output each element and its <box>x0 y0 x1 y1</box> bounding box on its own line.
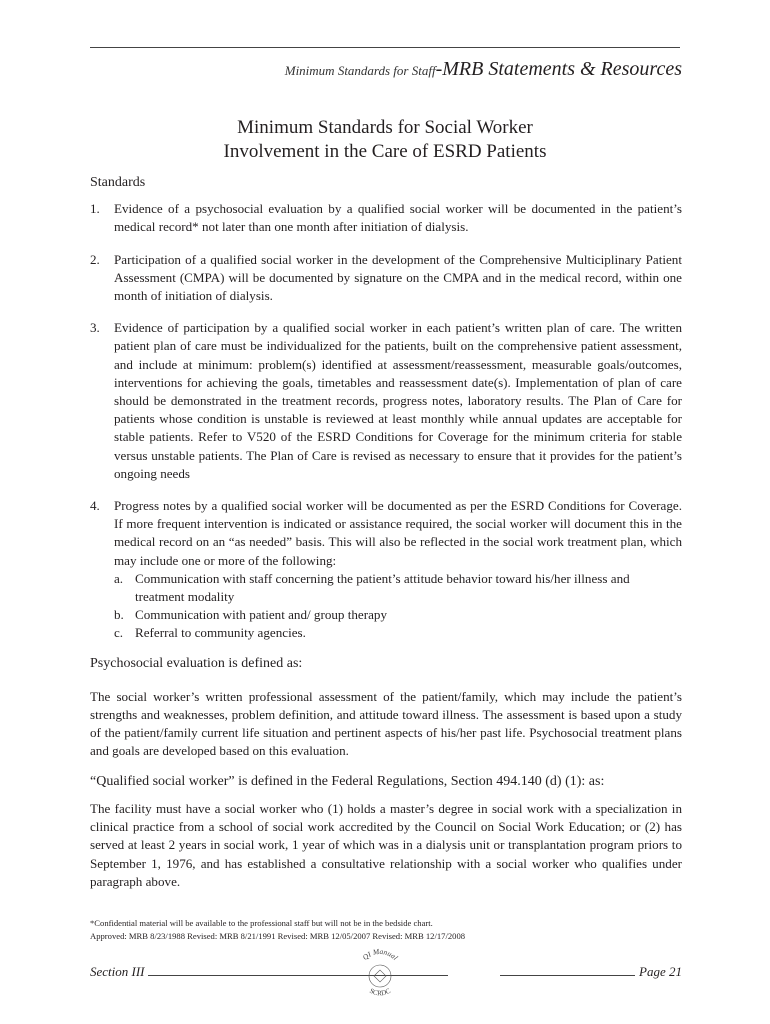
seal-bottom-text: SCRDC <box>368 986 392 998</box>
standards-list <box>90 200 682 642</box>
header-subtitle: Minimum Standards for Staff <box>284 63 436 78</box>
sub-text: Communication with patient and/ group therapy <box>135 607 388 623</box>
footnote-text: *Confidential material will be available to the professional staff but will not be in the bedside chart. <box>90 918 433 928</box>
footer-rule-right <box>500 975 635 976</box>
sub-text: Referral to community agencies. <box>135 625 306 641</box>
sub-letter: b. <box>114 607 124 623</box>
page-number: Page 21 <box>639 964 682 979</box>
header-rule <box>90 47 680 48</box>
sub-item <box>114 570 682 606</box>
title-line-2: Involvement in the Care of ESRD Patients <box>223 141 547 162</box>
sub-item <box>114 624 682 642</box>
standard-number: 1. <box>90 201 100 217</box>
sub-list <box>114 570 682 643</box>
psychosocial-heading: Psychosocial evaluation is defined as: <box>90 655 303 671</box>
qualified-heading: “Qualified social worker” is defined in the Federal Regulations, Section 494.140 (d) (1): as: <box>90 773 605 789</box>
standard-number: 3. <box>90 320 100 336</box>
standards-heading: Standards <box>90 175 146 190</box>
approval-text: Approved: MRB 8/23/1988 Revised: MRB 8/21/1991 Revised: MRB 12/05/2007 Revised: MRB 12/17/2008 <box>90 931 466 941</box>
standard-text: Progress notes by a qualified social worker will be documented as per the ESRD Conditions for Coverage. If more frequent intervention is indicated or assistance required, the social worker will document this in the medical record on an “as needed” basis. This will also be reflected in the social work treatment plan, which may include one or more of the following: <box>114 498 682 568</box>
standard-number: 2. <box>90 251 100 267</box>
sub-letter: a. <box>114 570 124 586</box>
standard-item <box>90 251 682 306</box>
standard-number: 4. <box>90 498 100 514</box>
footnote-block <box>90 917 690 943</box>
sub-letter: c. <box>114 625 124 641</box>
seal-top-text: QI Manual <box>360 946 400 962</box>
document-body <box>90 174 682 903</box>
standard-text: Evidence of participation by a qualified social worker in each patient’s written plan of care. The written patient plan of care must be individualized for the patients, built on the comprehensive patient assessment, and include at minimum: problem(s) identified at assessment/reassessment, measurable goals/outcomes, interventions for achieving the goals, timetables and reassessment date(s). Implementation of plan of care should be demonstrated in the treatment records, progress notes, laboratory results. The Plan of Care for patients whose condition is unstable is reviewed at least monthly while annual updates are acceptable for stable patients. Refer to V520 of the ESRD Conditions for Coverage for the minimum criteria for stable versus unstable patients. The Plan of Care is revised as necessary to ensure that it provides for the patient’s ongoing needs <box>114 320 682 481</box>
standard-text: Evidence of a psychosocial evaluation by a qualified social worker will be documented in the patient’s medical record* not later than one month after initiation of dialysis. <box>114 201 682 235</box>
psychosocial-paragraph: The social worker’s written professional assessment of the patient/family, which may include the patient’s strengths and weaknesses, problem definition, and attitude toward illness. The assessment is based upon a study of the patient/family current life situation and pertinent aspects of his/her past life. Psychosocial treatment plans and goals are developed based on this evaluation. <box>90 688 682 759</box>
sub-text: Communication with staff concerning the patient’s attitude behavior toward his/her illness and treatment modality <box>135 570 630 605</box>
standard-item <box>90 319 682 483</box>
standard-item <box>90 200 682 236</box>
svg-text:SCRDC <box>368 987 392 998</box>
sub-item <box>114 606 682 624</box>
standard-text: Participation of a qualified social worker in the development of the Comprehensive Multiciplinary Patient Assessment (CMPA) will be documented by signature on the CMPA and in the medical record, within one month of initiation of dialysis. <box>114 251 682 304</box>
svg-text:QI Manual <box>361 947 400 962</box>
qi-manual-seal-logo <box>352 944 408 1006</box>
document-title <box>90 116 680 164</box>
standard-item <box>90 497 682 643</box>
qualified-paragraph: The facility must have a social worker who (1) holds a master’s degree in social work with a specialization in clinical practice from a school of social work accredited by the Council on Social Work Education; or (2) has served at least 2 years in social work, 1 year of which was in a dialysis unit or transplantation program priors to September 1, 1976, and has established a consultative relationship with a social worker who qualifies under paragraph above. <box>90 800 682 889</box>
title-line-1: Minimum Standards for Social Worker <box>237 117 533 138</box>
running-header <box>90 58 682 81</box>
header-title: -MRB Statements & Resources <box>435 58 682 80</box>
section-label: Section III <box>90 964 145 979</box>
